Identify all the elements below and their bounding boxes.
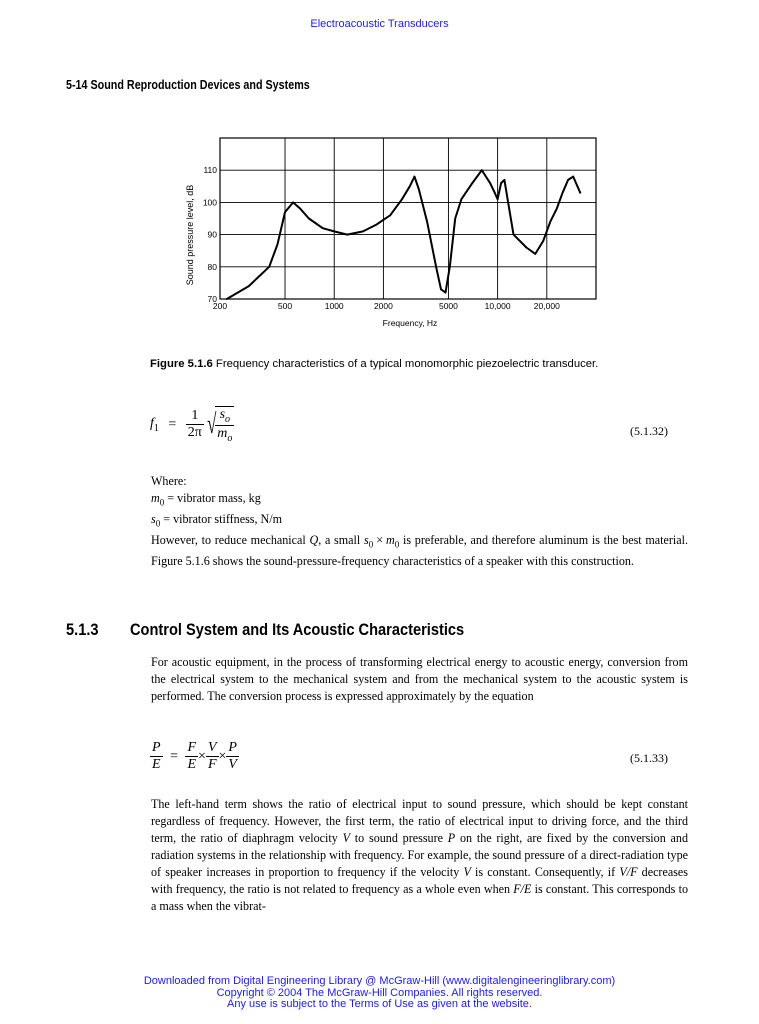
eq1-sqrt-den: m bbox=[217, 425, 228, 441]
p1-text-c: is preferable, and therefore aluminum is the best material. Figure 5.1.6 shows the sound-pressure-frequency characteristics of a speaker with this construction. bbox=[151, 533, 688, 569]
equation-5-1-32 bbox=[150, 406, 234, 444]
chart-x-tick-label: 5000 bbox=[438, 301, 458, 311]
p1-s-sub: 0 bbox=[368, 539, 374, 550]
p3-vf: V/F bbox=[619, 865, 638, 879]
chart-grid bbox=[220, 138, 596, 299]
chart-y-tick-label: 110 bbox=[203, 165, 217, 176]
eq2-t4-num: P bbox=[228, 740, 237, 755]
footer-copyright[interactable]: Copyright © 2004 The McGraw-Hill Companies. All rights reserved. bbox=[216, 986, 543, 999]
p1-m-sub: 0 bbox=[394, 539, 400, 550]
where-block bbox=[151, 473, 282, 533]
chart-x-axis-label: Frequency, Hz bbox=[382, 318, 438, 328]
section-number: 5.1.3 bbox=[66, 620, 99, 639]
where-line-stiffness bbox=[151, 511, 282, 532]
eq2-t3-den: F bbox=[207, 757, 217, 772]
where-line-mass bbox=[151, 490, 282, 511]
p1-text-b: , a small bbox=[318, 533, 364, 547]
eq1-frac-den: 2π bbox=[187, 425, 202, 441]
figure-caption-text: Frequency characteristics of a typical monomorphic piezoelectric transducer. bbox=[212, 358, 599, 370]
eq2-equals: = bbox=[170, 748, 178, 764]
eq2-t2-num: F bbox=[187, 740, 197, 755]
eq2-t2-den: E bbox=[187, 757, 197, 772]
frequency-response-chart bbox=[176, 128, 606, 338]
where-stiffness-sub: 0 bbox=[155, 518, 161, 529]
running-header[interactable]: Electroacoustic Transducers bbox=[310, 18, 449, 30]
p3-text-a: The left-hand term shows the ratio of electrical input to sound pressure, which should be kept constant regardless of frequency. However, the first term, the ratio of electrical input to driving force, and the third term, the ratio of diaphragm velocity bbox=[151, 797, 688, 845]
p3-v1: V bbox=[342, 831, 350, 845]
p3-v2: V bbox=[463, 865, 471, 879]
equation-number-5-1-32: (5.1.32) bbox=[630, 424, 668, 438]
eq1-sqrt-num: s bbox=[219, 407, 226, 422]
footer-terms[interactable]: Any use is subject to the Terms of Use as given at the website. bbox=[227, 998, 532, 1010]
eq1-lhs: f bbox=[150, 415, 154, 431]
eq2-term-pv bbox=[226, 740, 239, 773]
eq2-times-1: × bbox=[198, 748, 206, 764]
chart-x-tick-label: 2000 bbox=[373, 301, 393, 311]
chart-frame bbox=[220, 138, 596, 299]
chart-y-axis-label: Sound pressure level, dB bbox=[185, 184, 195, 286]
eq1-lhs-sub: 1 bbox=[153, 422, 159, 434]
where-mass-symbol: m bbox=[151, 491, 160, 505]
chart-x-tick-label: 200 bbox=[212, 301, 228, 311]
chart-x-tick-label: 1000 bbox=[324, 301, 344, 311]
sqrt-sign-icon: √ bbox=[206, 408, 217, 440]
equation-5-1-33 bbox=[150, 740, 239, 773]
eq1-sqrt-num-sub: o bbox=[225, 413, 231, 425]
eq2-t1-num: P bbox=[152, 740, 161, 755]
eq1-fraction bbox=[186, 408, 204, 441]
paragraph-mechanical-q bbox=[151, 532, 688, 570]
p3-text-f: is constant. This corresponds to a mass when the vibrat- bbox=[151, 882, 688, 913]
p3-p1: P bbox=[447, 831, 456, 845]
chart-x-tick-label: 20,000 bbox=[533, 301, 560, 311]
chart-x-tick-label: 10,000 bbox=[484, 301, 511, 311]
chart-y-tick-label: 80 bbox=[207, 261, 217, 272]
p1-times: × bbox=[376, 533, 384, 547]
where-label: Where: bbox=[151, 474, 187, 488]
where-stiffness-symbol: s bbox=[151, 512, 156, 527]
eq2-t1-den: E bbox=[152, 757, 161, 772]
where-mass-text: = vibrator mass, kg bbox=[164, 491, 261, 505]
chart-x-tick-label: 500 bbox=[277, 301, 293, 311]
p3-fe: F/E bbox=[513, 882, 532, 896]
paragraph-acoustic-equipment: For acoustic equipment, in the process of transforming electrical energy to acoustic energy, conversion from the electrical system to the mechanical system and from the mechanical system to the acoustic system is performed. The conversion process is expressed approximately by the equation bbox=[151, 655, 688, 703]
p3-text-d: is constant. Consequently, if bbox=[470, 865, 620, 879]
eq2-term-fe bbox=[185, 740, 198, 773]
section-running-header: 5-14 Sound Reproduction Devices and Systems bbox=[66, 78, 310, 92]
p1-text-a: However, to reduce mechanical bbox=[151, 533, 310, 547]
p3-text-b: to sound pressure bbox=[350, 831, 448, 845]
eq1-sqrt-fraction bbox=[215, 406, 234, 444]
eq1-sqrt-den-sub: o bbox=[227, 432, 233, 444]
chart-y-tick-label: 100 bbox=[202, 197, 217, 208]
p1-q-symbol: Q bbox=[309, 533, 319, 547]
eq2-term-pe bbox=[150, 740, 163, 773]
paragraph-left-hand-term bbox=[151, 796, 688, 915]
eq1-frac-num: 1 bbox=[186, 408, 204, 425]
figure-caption bbox=[150, 358, 598, 370]
where-mass-sub: 0 bbox=[159, 497, 165, 508]
chart-y-tick-label: 90 bbox=[207, 229, 217, 240]
equation-number-5-1-33: (5.1.33) bbox=[630, 751, 668, 765]
eq1-equals: = bbox=[168, 416, 177, 432]
where-stiffness-text: = vibrator stiffness, N/m bbox=[160, 512, 283, 527]
p3-text-e: decreases with frequency, the ratio is not related to frequency as a whole even when bbox=[151, 865, 688, 896]
chart-y-tick-label: 70 bbox=[207, 294, 217, 304]
eq2-term-vf bbox=[206, 740, 219, 773]
footer-download-link[interactable]: Downloaded from Digital Engineering Library @ McGraw-Hill (www.digitalengineeringlibrary.com) bbox=[143, 975, 616, 987]
eq2-t3-num: V bbox=[207, 740, 217, 755]
p3-text-c: on the right, are fixed by the conversion and radiation systems in the relationship with frequency. For example, the sound pressure of a direct-radiation type of speaker increases in proportion to frequency if the velocity bbox=[151, 831, 688, 879]
eq2-times-2: × bbox=[218, 748, 227, 764]
p1-s-symbol: s bbox=[363, 533, 369, 547]
figure-caption-label: Figure 5.1.6 bbox=[150, 358, 213, 370]
p1-m-symbol: m bbox=[386, 533, 395, 547]
footer bbox=[0, 976, 759, 1011]
eq2-t4-den: V bbox=[228, 757, 237, 772]
section-title: Control System and Its Acoustic Characteristics bbox=[130, 620, 465, 639]
